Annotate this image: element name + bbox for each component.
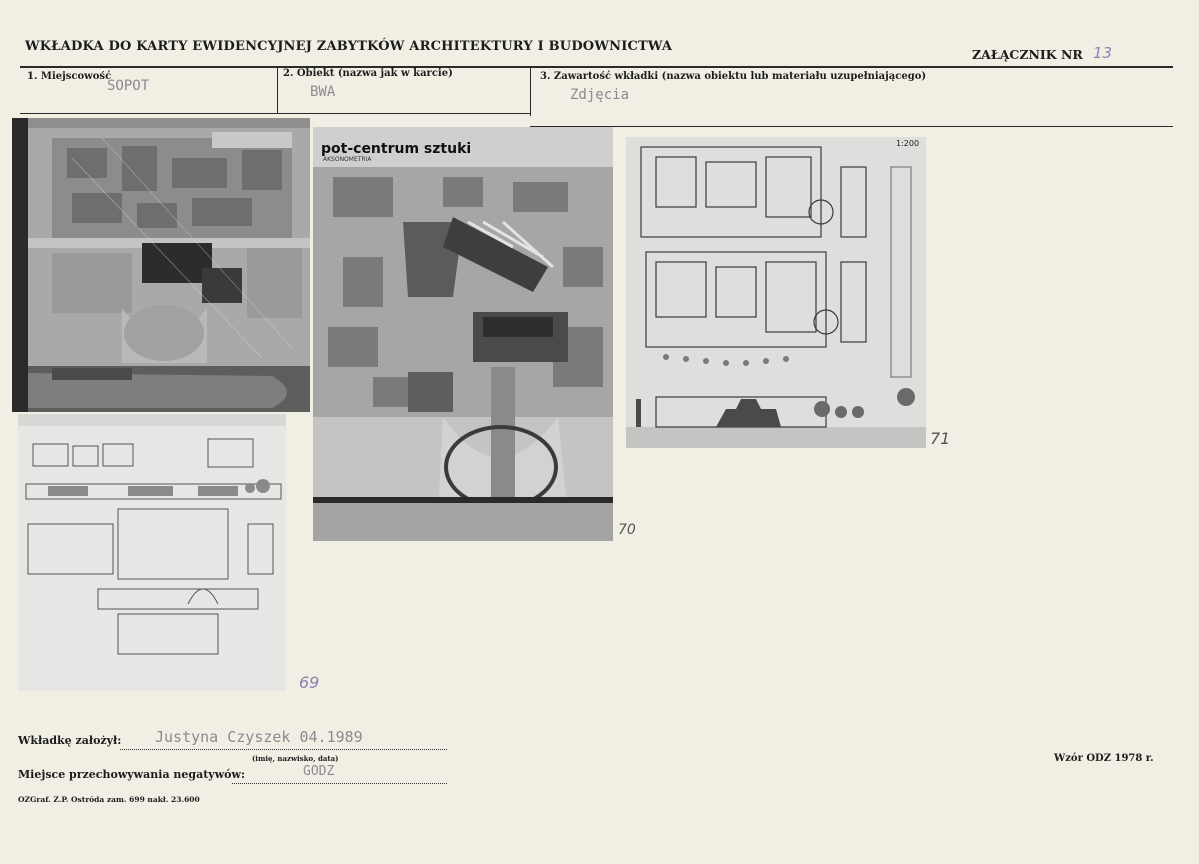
form-id: Wzór ODZ 1978 r.: [1054, 753, 1154, 764]
field-divider-1: [277, 66, 278, 113]
field-divider-2: [530, 66, 531, 116]
site-model-image: [12, 118, 310, 412]
photo-subcaption: AKSONOMETRIA: [323, 156, 372, 163]
annex-number: 13: [1093, 44, 1113, 62]
photo-axonometry: [313, 127, 613, 541]
fields-bottom-rule-left: [20, 113, 531, 114]
object-value: BWA: [310, 84, 336, 100]
axonometry-image: [313, 127, 613, 541]
photo-number-70: 70: [618, 522, 636, 538]
storage-label: Miejsce przechowywania negatywów:: [18, 768, 246, 781]
print-info: OZGraf. Z.P. Ostróda zam. 699 nakł. 23.600: [18, 795, 200, 804]
photo-elevation-plan: [18, 414, 286, 691]
elevation-plan-image: [18, 414, 286, 691]
floor-plans-image: [626, 137, 926, 448]
location-label: 1. Miejscowość: [27, 71, 112, 82]
storage-dotline: [232, 783, 447, 784]
photo-number-71: 71: [930, 429, 951, 448]
object-label: 2. Obiekt (nazwa jak w karcie): [283, 68, 453, 79]
photo-caption: pot-centrum sztuki: [321, 141, 472, 157]
location-value: SOPOT: [107, 78, 150, 94]
photo-site-model: [12, 118, 310, 412]
annex-label: ZAŁĄCZNIK NR: [972, 47, 1083, 62]
content-label: 3. Zawartość wkładki (nazwa obiektu lub materiału uzupełniającego): [540, 71, 927, 82]
created-hint: (imię, nazwisko, data): [252, 754, 339, 763]
fields-bottom-rule: [530, 126, 1173, 127]
storage-value: GODZ: [303, 764, 335, 779]
photo-floor-plans: [626, 137, 926, 448]
header-rule: [20, 66, 1173, 68]
content-value: Zdjęcia: [570, 87, 630, 103]
card-title: WKŁADKA DO KARTY EWIDENCYJNEJ ZABYTKÓW ARCHITEKTURY I BUDOWNICTWA: [25, 39, 673, 54]
photo-number-69: 69: [299, 673, 320, 692]
photo-scale: 1:200: [896, 139, 920, 148]
created-label: Wkładkę założył:: [18, 734, 122, 747]
created-value: Justyna Czyszek 04.1989: [155, 728, 363, 746]
created-dotline: [120, 749, 447, 750]
